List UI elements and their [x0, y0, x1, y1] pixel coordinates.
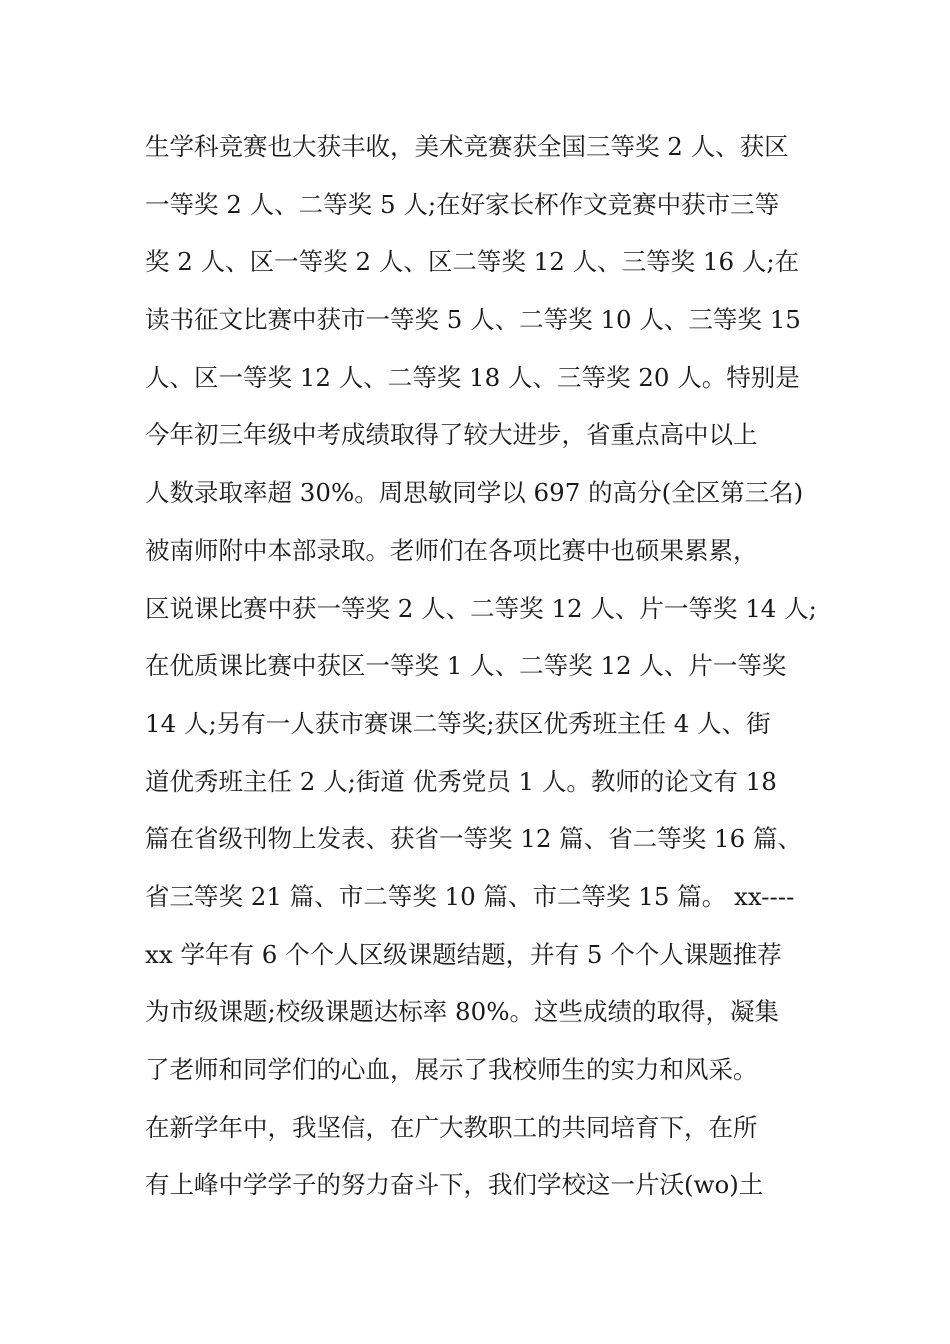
text-line: 了老师和同学们的心血，展示了我校师生的实力和风采。	[145, 1055, 758, 1084]
body-text	[145, 118, 835, 1214]
text-line: 在新学年中，我坚信，在广大教职工的共同培育下，在所	[145, 1112, 758, 1142]
text-line: 奖 2 人、区一等奖 2 人、区二等奖 12 人、三等奖 16 人;在	[145, 247, 800, 277]
text-line: 人数录取率超 30%。周思敏同学以 697 的高分(全区第三名)	[145, 478, 804, 508]
text-line: 道优秀班主任 2 人;街道 优秀党员 1 人。教师的论文有 18	[145, 766, 777, 796]
text-line: 读书征文比赛中获市一等奖 5 人、二等奖 10 人、三等奖 15	[145, 305, 801, 335]
text-line: 省三等奖 21 篇、市二等奖 10 篇、市二等奖 15 篇。 xx----	[145, 881, 795, 911]
text-line: xx 学年有 6 个个人区级课题结题，并有 5 个个人课题推荐	[145, 939, 782, 969]
text-line: 14 人;另有一人获市赛课二等奖;获区优秀班主任 4 人、街	[145, 708, 771, 738]
text-line: 为市级课题;校级课题达标率 80%。这些成绩的取得，凝集	[145, 997, 779, 1027]
text-line: 被南师附中本部录取。老师们在各项比赛中也硕果累累，	[145, 535, 758, 565]
text-line: 在优质课比赛中获区一等奖 1 人、二等奖 12 人、片一等奖	[145, 651, 787, 681]
text-line: 今年初三年级中考成绩取得了较大进步，省重点高中以上	[145, 420, 758, 450]
text-line: 有上峰中学学子的努力奋斗下，我们学校这一片沃(wo)土	[145, 1170, 764, 1200]
text-line: 人、区一等奖 12 人、二等奖 18 人、三等奖 20 人。特别是	[145, 362, 800, 392]
text-line: 篇在省级刊物上发表、获省一等奖 12 篇、省二等奖 16 篇、	[145, 824, 802, 854]
text-line: 一等奖 2 人、二等奖 5 人;在好家长杯作文竞赛中获市三等	[145, 189, 780, 219]
text-line: 生学科竞赛也大获丰收，美术竞赛获全国三等奖 2 人、获区	[145, 132, 789, 161]
text-line: 区说课比赛中获一等奖 2 人、二等奖 12 人、片一等奖 14 人;	[145, 593, 817, 623]
